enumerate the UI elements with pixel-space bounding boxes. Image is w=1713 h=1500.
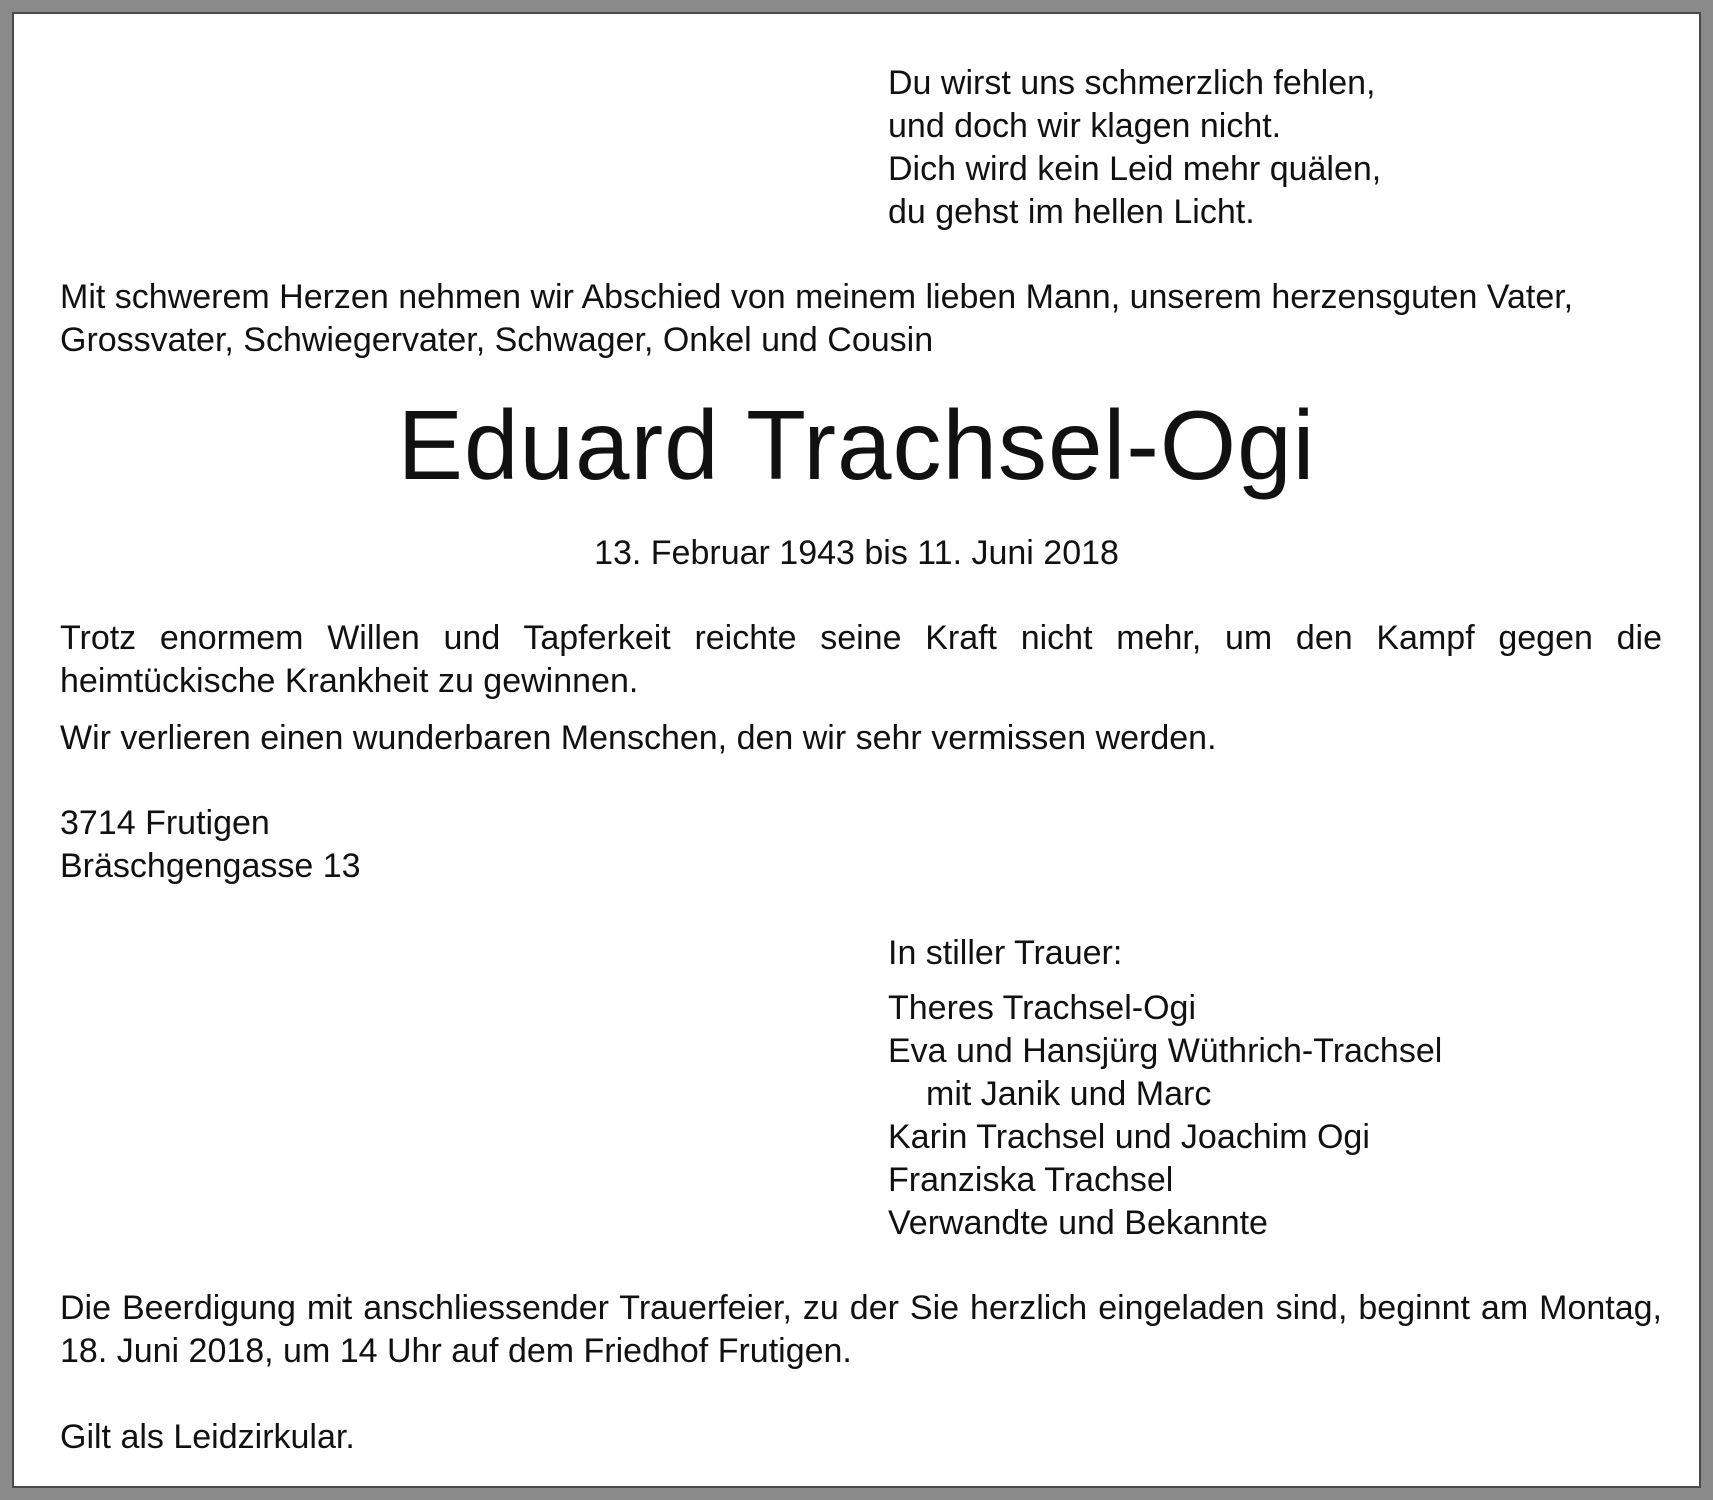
mourner-name: Karin Trachsel und Joachim Ogi bbox=[888, 1118, 1370, 1156]
loss-paragraph: Wir verlieren einen wunderbaren Menschen, den wir sehr vermissen werden. bbox=[60, 719, 1217, 757]
funeral-paragraph: Die Beerdigung mit anschliessender Trauerfeier, zu der Sie herzlich eingeladen sind, beginnt am Montag, 18. Juni 2018, um 14 Uhr auf dem Friedhof Frutigen. bbox=[60, 1289, 1662, 1370]
poem-line: Dich wird kein Leid mehr quälen, bbox=[888, 150, 1382, 188]
address-city: 3714 Frutigen bbox=[60, 804, 270, 842]
closing-note: Gilt als Leidzirkular. bbox=[60, 1418, 355, 1456]
intro-text: Mit schwerem Herzen nehmen wir Abschied von meinem lieben Mann, unserem herzensguten Vater, Grossvater, Schwiegervater, Schwager, Onkel und Cousin bbox=[60, 278, 1574, 359]
mourners-list bbox=[888, 987, 1442, 1245]
mourner-name: Verwandte und Bekannte bbox=[888, 1204, 1268, 1242]
mourners-heading: In stiller Trauer: bbox=[888, 934, 1123, 972]
mourner-name: Eva und Hansjürg Wüthrich-Trachsel bbox=[888, 1032, 1443, 1070]
address bbox=[60, 802, 361, 888]
poem bbox=[888, 62, 1381, 234]
mourner-name: Theres Trachsel-Ogi bbox=[888, 989, 1196, 1027]
illness-paragraph: Trotz enormem Willen und Tapferkeit reichte seine Kraft nicht mehr, um den Kampf gegen die heimtückische Krankheit zu gewinnen. bbox=[60, 619, 1662, 700]
mourner-name: Franziska Trachsel bbox=[888, 1161, 1174, 1199]
life-dates: 13. Februar 1943 bis 11. Juni 2018 bbox=[594, 534, 1119, 572]
mourner-name: mit Janik und Marc bbox=[926, 1075, 1212, 1113]
poem-line: und doch wir klagen nicht. bbox=[888, 107, 1282, 145]
poem-line: Du wirst uns schmerzlich fehlen, bbox=[888, 64, 1376, 102]
deceased-name: Eduard Trachsel-Ogi bbox=[397, 390, 1316, 500]
address-street: Bräschgengasse 13 bbox=[60, 847, 361, 885]
poem-line: du gehst im hellen Licht. bbox=[888, 193, 1255, 231]
